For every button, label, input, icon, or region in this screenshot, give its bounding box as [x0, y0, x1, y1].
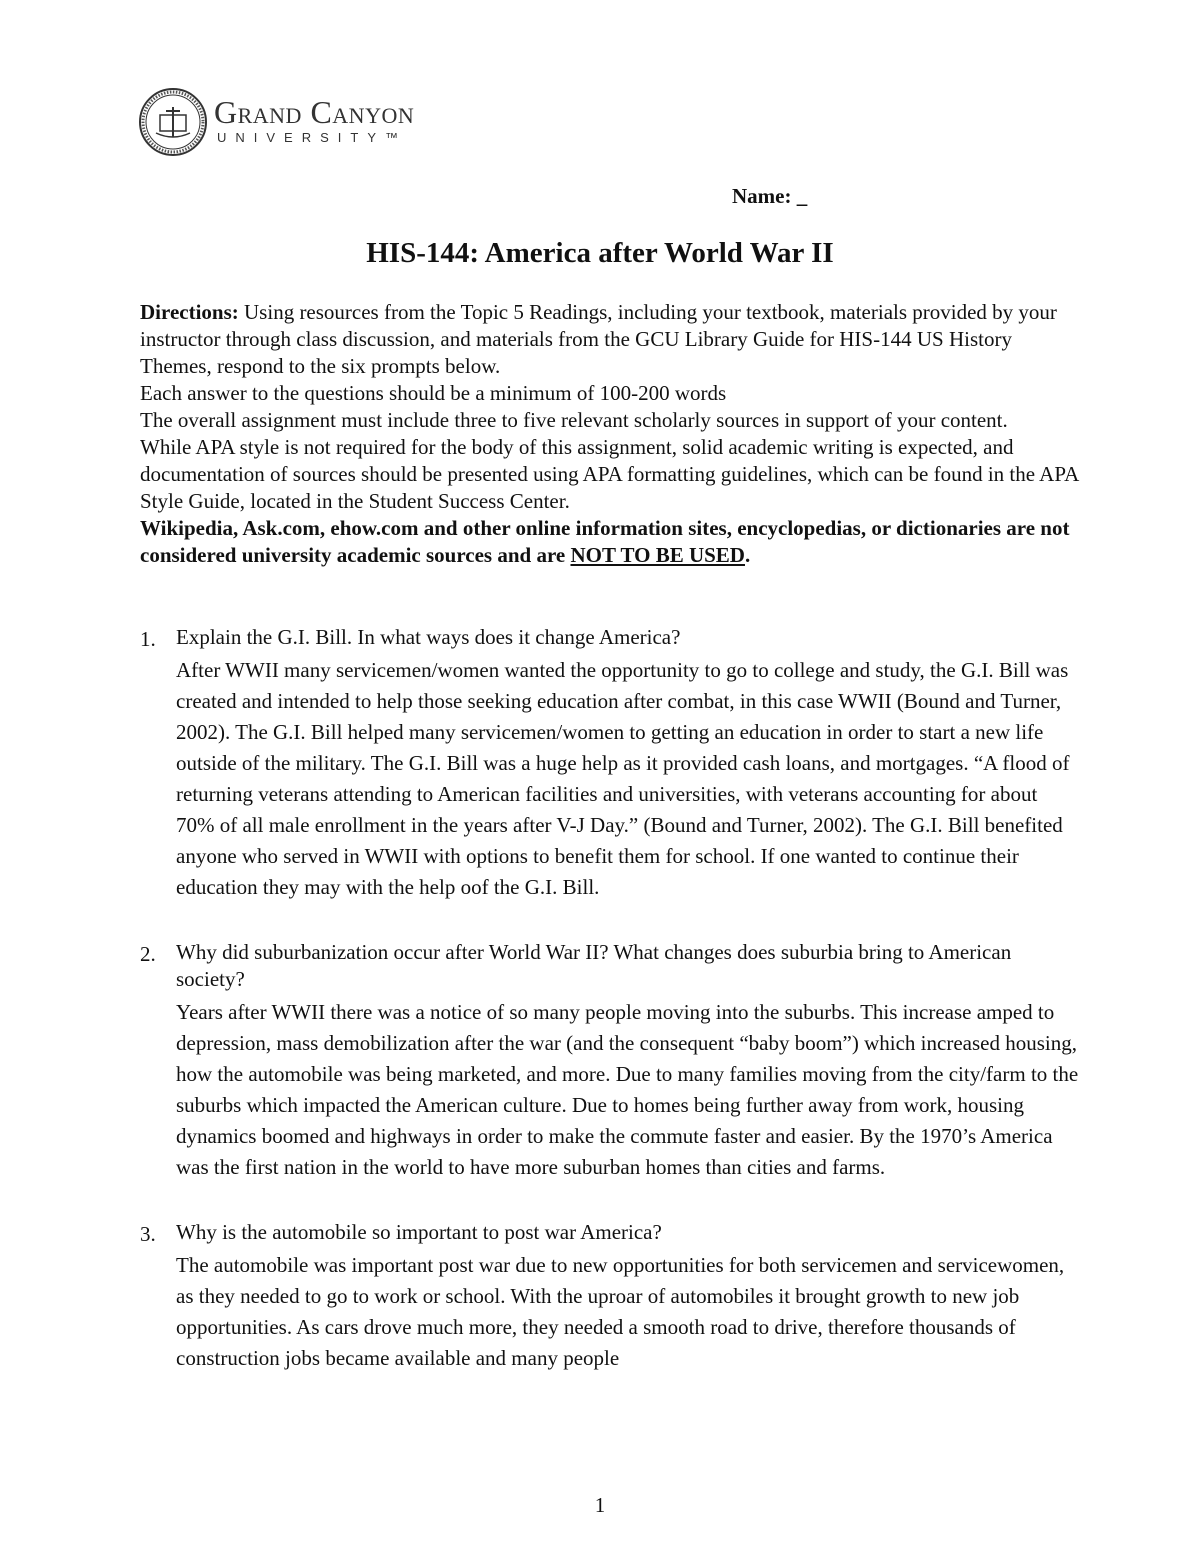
- directions-word-count: Each answer to the questions should be a minimum of 100-200 words: [140, 381, 727, 405]
- warning-underlined: NOT TO BE USED: [570, 543, 745, 567]
- question-prompt: Explain the G.I. Bill. In what ways does it change America?: [176, 625, 681, 649]
- page-number: 1: [594, 1493, 606, 1517]
- directions-section: [140, 299, 1080, 569]
- page-title: HIS-144: America after World War II: [366, 237, 834, 269]
- question-answer: The automobile was important post war due to new opportunities for both servicemen and servicewomen, as they needed to go to work or school. With the uproar of automobiles it brought growth to new job opportunities. As cars drove much more, they needed a smooth road to drive, therefore thousands of construction jobs became available and many people: [176, 1253, 1065, 1370]
- question-number: 2.: [140, 942, 156, 966]
- logo-subtitle: UNIVERSITY™: [217, 129, 408, 145]
- question-list: [140, 624, 1080, 1410]
- sources-warning: [140, 515, 1080, 569]
- warning-end: .: [744, 543, 751, 567]
- question-item: [140, 939, 1080, 1183]
- question-item: [140, 624, 1080, 903]
- logo-wordmark: Grand Canyon: [214, 93, 415, 130]
- university-seal-icon: [138, 87, 208, 157]
- directions-intro: [140, 299, 1080, 380]
- directions-sources: The overall assignment must include three to five relevant scholarly sources in support of your content.: [140, 408, 1008, 432]
- name-value: _: [796, 184, 808, 208]
- question-prompt: Why did suburbanization occur after World War II? What changes does suburbia bring to American society?: [176, 940, 1012, 991]
- university-logo: [138, 86, 414, 158]
- name-field: [732, 184, 807, 209]
- question-answer: After WWII many servicemen/women wanted the opportunity to go to college and study, the G.I. Bill was created and intended to help those seeking education after combat, in this case WWII (Bound and Turner, 2002). The G.I. Bill helped many servicemen/women to getting an education in order to start a new life outside of the military. The G.I. Bill was a huge help as it provided cash loans, and mortgages. “A flood of returning veterans attending to American facilities and universities, with veterans accounting for about 70% of all male enrollment in the years after V-J Day.” (Bound and Turner, 2002). The G.I. Bill benefited anyone who served in WWII with options to benefit them for school. If one wanted to continue their education they may with the help oof the G.I. Bill.: [176, 658, 1070, 899]
- question-item: [140, 1219, 1080, 1374]
- question-number: 1.: [140, 627, 156, 651]
- question-answer: Years after WWII there was a notice of so many people moving into the suburbs. This increase amped to depression, mass demobilization after the war (and the consequent “baby boom”) which increased housing, how the automobile was being marketed, and more. Due to many families moving from the city/farm to the suburbs which impacted the American culture. Due to homes being further away from work, housing dynamics boomed and highways in order to make the commute faster and easier. By the 1970’s America was the first nation in the world to have more suburban homes than cities and farms.: [176, 1000, 1079, 1179]
- directions-label: Directions:: [140, 300, 239, 324]
- directions-text: Using resources from the Topic 5 Readings, including your textbook, materials provided by your instructor through class discussion, and materials from the GCU Library Guide for HIS-144 US History Themes, respond to the six prompts below.: [140, 300, 1057, 378]
- question-number: 3.: [140, 1222, 156, 1246]
- name-label: Name:: [732, 184, 792, 208]
- question-prompt: Why is the automobile so important to post war America?: [176, 1220, 662, 1244]
- warning-text: Wikipedia, Ask.com, ehow.com and other online information sites, encyclopedias, or dictionaries are not considered university academic sources and are: [140, 516, 1070, 567]
- directions-apa: While APA style is not required for the body of this assignment, solid academic writing is expected, and documentation of sources should be presented using APA formatting guidelines, which can be found in the APA Style Guide, located in the Student Success Center.: [140, 435, 1079, 513]
